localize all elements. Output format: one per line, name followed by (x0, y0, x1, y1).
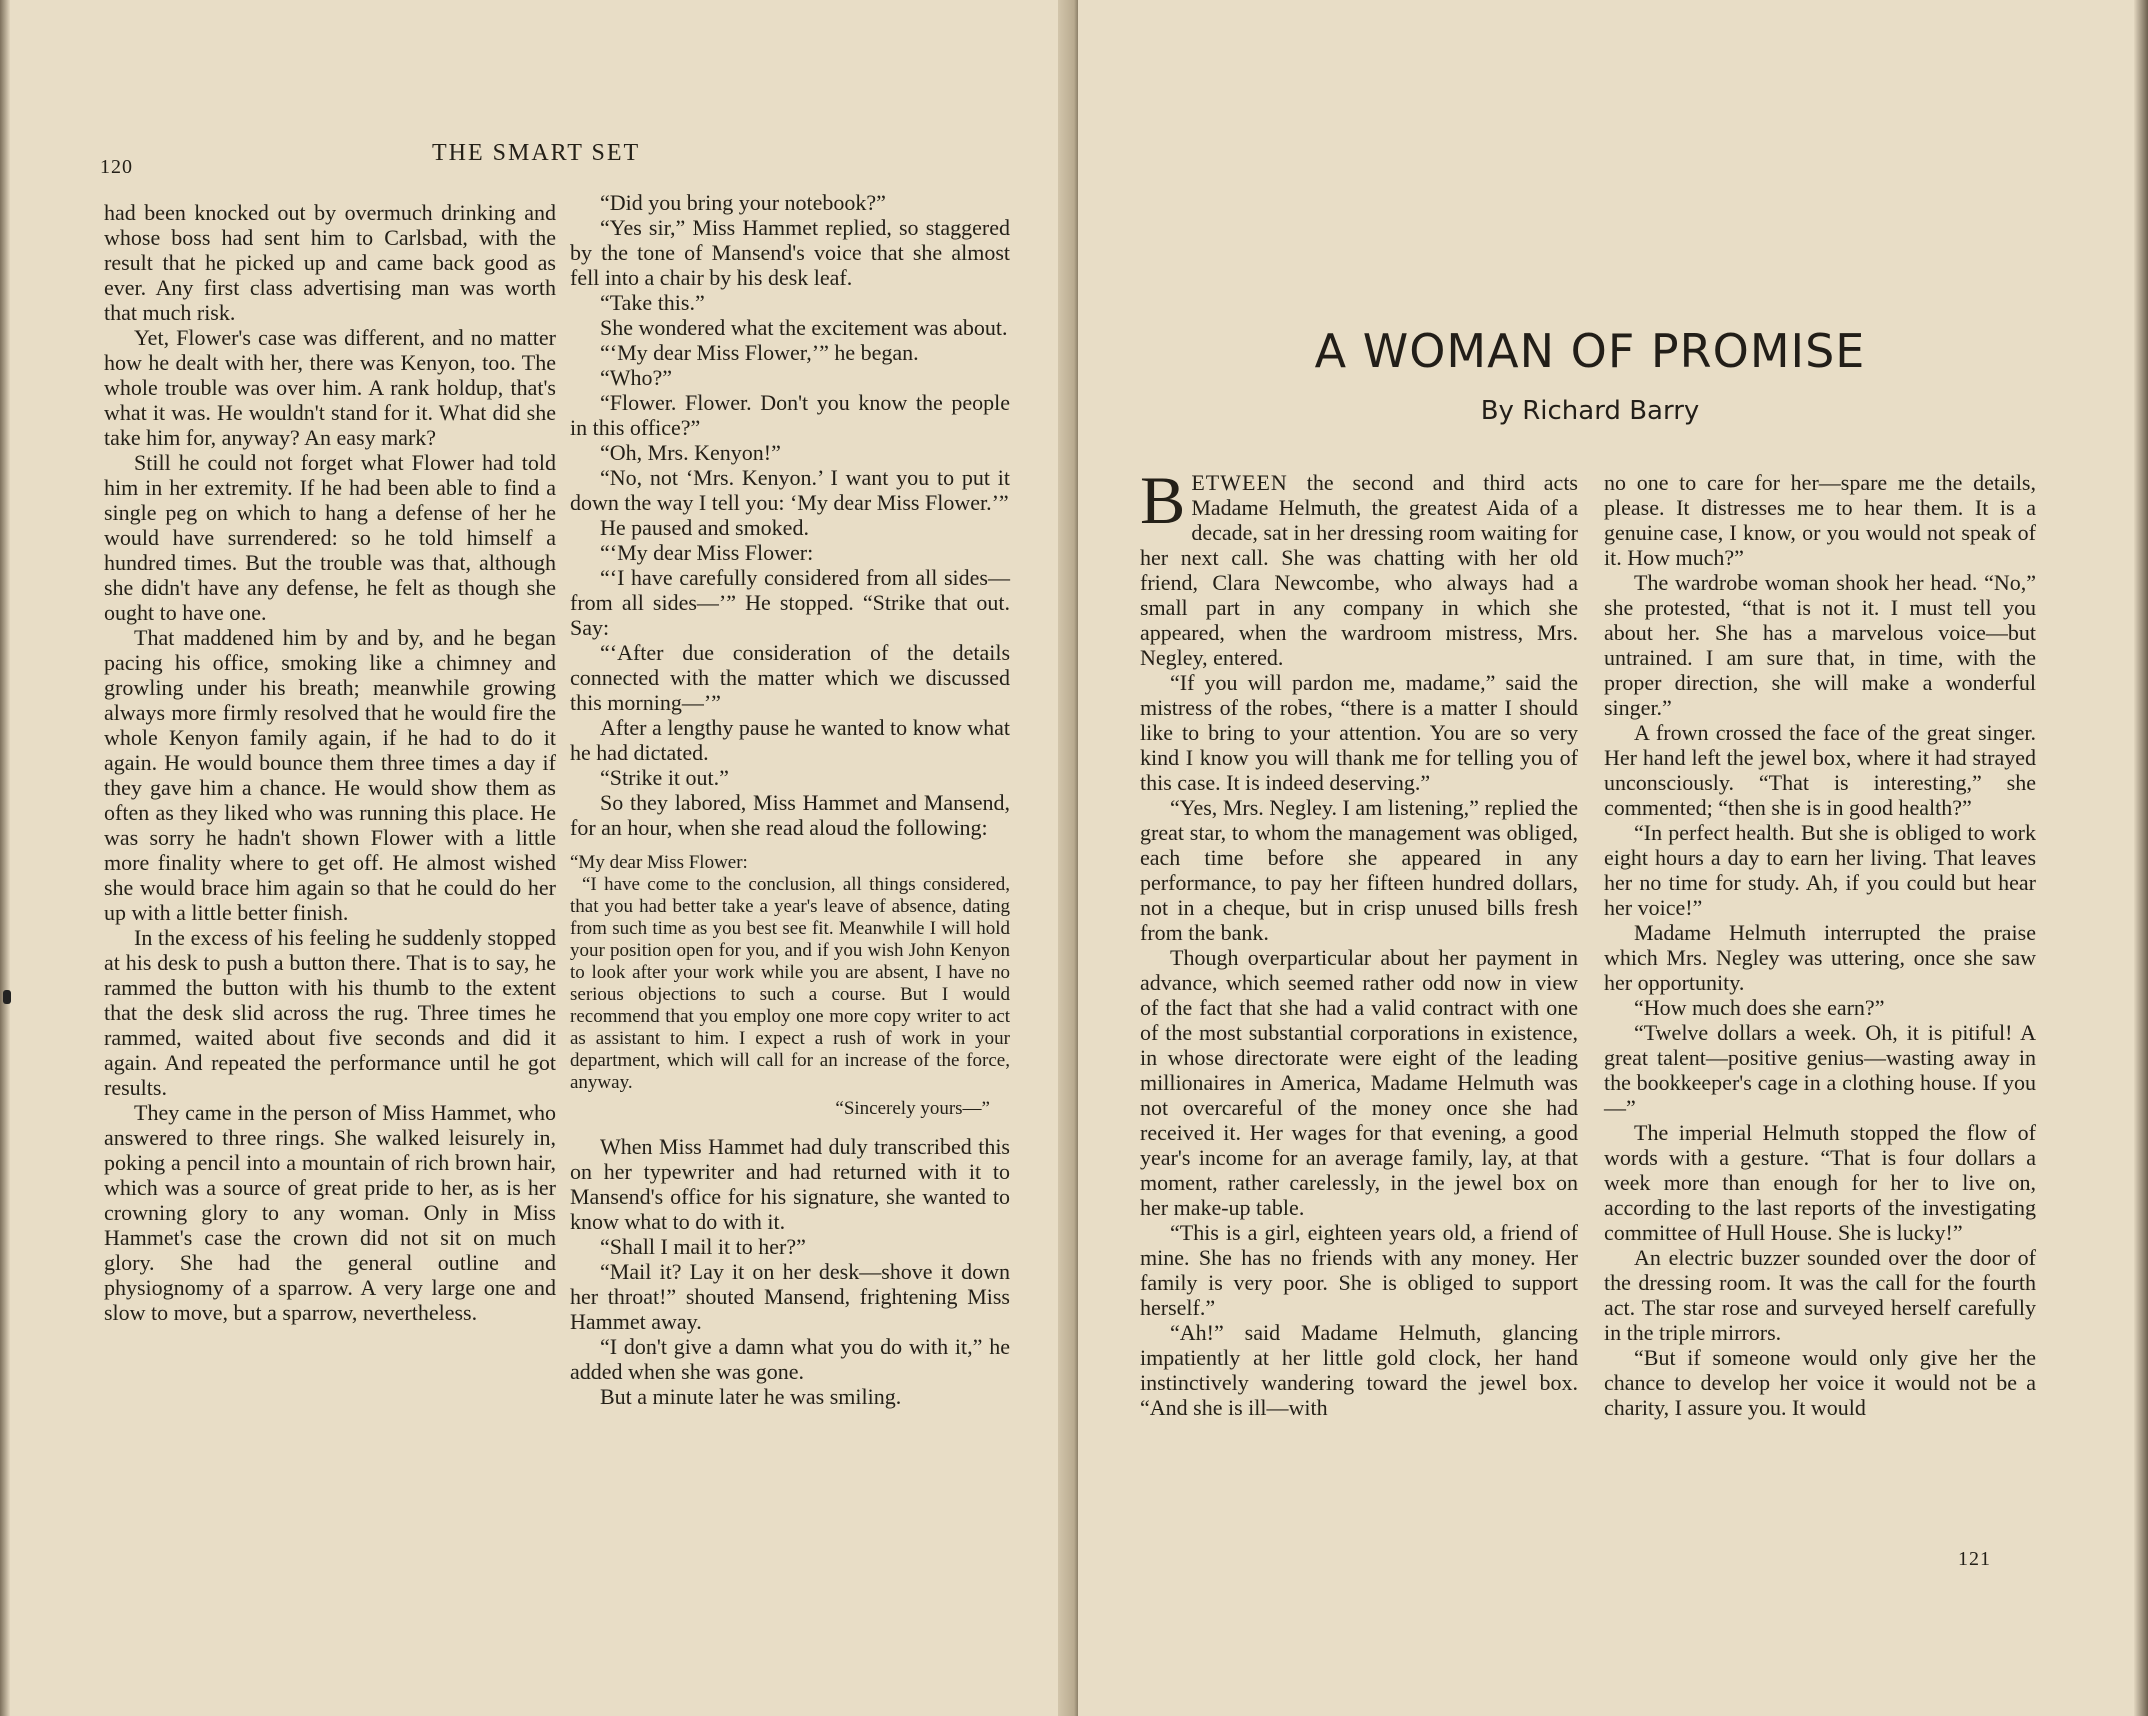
paragraph: “If you will pardon me, madame,” said the mistress of the robes, “there is a matter I should like to bring to your attention. You are so very kind I know you will thank me for telling you of this case. It is indeed deserving.” (1140, 670, 1578, 795)
paragraph: A frown crossed the face of the great singer. Her hand left the jewel box, where it had strayed unconsciously. “That is interesting,” she commented; “then she is in good health?” (1604, 720, 2036, 820)
right-page-number: 121 (1958, 1548, 1991, 1570)
paragraph: But a minute later he was smiling. (600, 1384, 902, 1409)
article-byline: By Richard Barry (1480, 396, 1700, 426)
paragraph: “Oh, Mrs. Kenyon!” (600, 440, 781, 465)
paragraph: “No, not ‘Mrs. Kenyon.’ I want you to put it down the way I tell you: ‘My dear Miss Flower.’” (570, 465, 1010, 515)
paragraph: He paused and smoked. (600, 515, 809, 540)
paragraph: “‘After due consideration of the details connected with the matter which we discussed this morning—’” (570, 640, 1010, 715)
paragraph: “Mail it? Lay it on her desk—shove it down her throat!” shouted Mansend, frightening Miss Hammet away. (570, 1259, 1010, 1334)
paragraph: Still he could not forget what Flower had told him in her extremity. If he had been able to find a single peg on which to hang a defense of her he would have surrendered: so he told himself a hundred times. But the trouble was that, although she didn't have any defense, he felt as though she ought to have one. (104, 450, 556, 625)
right-column-1 (1140, 462, 1578, 1420)
paragraph: “Take this.” (600, 290, 705, 315)
opening-text: the second and third acts Madame Helmuth, the greatest Aida of a decade, sat in her dressing room waiting for her next call. She was chatting with her old friend, Clara Newcombe, who always had a small part in any company in which she appeared, when the wardroom mistress, Mrs. Negley, entered. (1140, 470, 1578, 670)
paragraph: “Yes, Mrs. Negley. I am listening,” replied the great star, to whom the management was obliged, each time before she appeared in any performance, to pay her fifteen hundred dollars, not in a cheque, but in crisp unused bills fresh from the bank. (1140, 795, 1578, 945)
paragraph: “‘My dear Miss Flower: (600, 540, 814, 565)
letter-closing: “Sincerely yours—” (835, 1098, 990, 1119)
paragraph: The imperial Helmuth stopped the flow of words with a gesture. “That is four dollars a week more than enough for her to live on, according to the last reports of the investigating committee of Hull House. She is lucky!” (1604, 1120, 2036, 1245)
paragraph: “Who?” (600, 365, 673, 390)
paragraph: “Yes sir,” Miss Hammet replied, so staggered by the tone of Mansend's voice that she almost fell into a chair by his desk leaf. (570, 215, 1010, 290)
left-page-edge (0, 0, 10, 1716)
paragraph: They came in the person of Miss Hammet, who answered to three rings. She walked leisurely in, poking a pencil into a mountain of rich brown hair, which was a source of great pride to her, as is her crowning glory to any woman. Only in Miss Hammet's case the crown did not sit on much glory. She had the general outline and physiognomy of a sparrow. A very large one and slow to move, but a sparrow, nevertheless. (104, 1100, 556, 1325)
paragraph: no one to care for her—spare me the details, please. It distresses me to hear them. It is a genuine case, I know, or you would not speak of it. How much?” (1604, 470, 2036, 570)
left-column-1 (104, 200, 556, 1325)
paragraph: “Strike it out.” (600, 765, 729, 790)
paragraph: Madame Helmuth interrupted the praise which Mrs. Negley was uttering, once she saw her opportunity. (1604, 920, 2036, 995)
paragraph: Though overparticular about her payment in advance, which seemed rather odd now in view of the fact that she had a valid contract with one of the most substantial corporations in existence, in whose directorate were eight of the leading millionaires in America, Madame Helmuth was not overcareful of the money once she had received it. Her wages for that evening, a good year's income for an average family, lay, at that moment, rather carelessly, in the jewel box on her make-up table. (1140, 945, 1578, 1220)
paragraph: “Shall I mail it to her?” (600, 1234, 806, 1259)
paragraph: “Ah!” said Madame Helmuth, glancing impatiently at her little gold clock, her hand instinctively wandering toward the jewel box. “And she is ill—with (1140, 1320, 1578, 1420)
article-title: A WOMAN OF PROMISE (1314, 324, 1866, 378)
paragraph: In the excess of his feeling he suddenly stopped at his desk to push a button there. That is to say, he rammed the button with his thumb to the extent that the desk slid across the rug. Three times he rammed, waited about five seconds and did it again. And repeated the performance until he got results. (104, 925, 556, 1100)
paragraph: had been knocked out by overmuch drinking and whose boss had sent him to Carlsbad, with the result that he picked up and came back good as ever. Any first class advertising man was worth that much risk. (104, 200, 556, 325)
paragraph: “Twelve dollars a week. Oh, it is pitiful! A great talent—positive genius—wasting away in the bookkeeper's cage in a clothing house. If you—” (1604, 1020, 2036, 1120)
paragraph: “This is a girl, eighteen years old, a friend of mine. She has no friends with any money. Her family is very poor. She is obliged to support herself.” (1140, 1220, 1578, 1320)
lead-words: ETWEEN (1191, 470, 1288, 495)
left-page-number: 120 (100, 156, 133, 178)
letter-salutation: “My dear Miss Flower: (570, 852, 748, 873)
paragraph: “Did you bring your notebook?” (600, 190, 886, 215)
paragraph: “In perfect health. But she is obliged to work eight hours a day to earn her living. That leaves her no time for study. Ah, if you could but hear her voice!” (1604, 820, 2036, 920)
running-head: THE SMART SET (432, 140, 641, 166)
letter-body: “I have come to the conclusion, all things considered, that you had better take a year's leave of absence, dating from such time as you best see fit. Meanwhile I will hold your position open for you, and if you wish John Kenyon to look after your work while you are absent, I have no serious objections to such a course. But I would recommend that you employ one more copy writer to act as assistant to him. I expect a rush of work in your department, which will call for an increase of the force, anyway. (570, 874, 1010, 1093)
right-page-edge (2134, 0, 2148, 1716)
paragraph: “But if someone would only give her the chance to develop her voice it would not be a charity, I assure you. It would (1604, 1345, 2036, 1420)
paragraph: So they labored, Miss Hammet and Mansend, for an hour, when she read aloud the following: (570, 790, 1010, 840)
paragraph: “‘I have carefully considered from all sides—from all sides—’” He stopped. “Strike that out. Say: (570, 565, 1010, 640)
paragraph: She wondered what the excitement was about. (600, 315, 1008, 340)
drop-cap: B (1140, 462, 1186, 538)
paragraph: Yet, Flower's case was different, and no matter how he dealt with her, there was Kenyon, too. The whole trouble was over him. A rank holdup, that's what it was. He wouldn't stand for it. What did she take him for, anyway? An easy mark? (104, 325, 556, 450)
paragraph: “I don't give a damn what you do with it,” he added when she was gone. (570, 1334, 1010, 1384)
margin-mark (3, 990, 11, 1004)
paragraph: “Flower. Flower. Don't you know the people in this office?” (570, 390, 1010, 440)
opening-paragraph (1140, 462, 1578, 670)
left-page (0, 0, 1072, 1716)
paragraph: The wardrobe woman shook her head. “No,” she protested, “that is not it. I must tell you about her. She has a marvelous voice—but untrained. I am sure that, in time, with the proper direction, she will make a wonderful singer.” (1604, 570, 2036, 720)
paragraph: “‘My dear Miss Flower,’” he began. (600, 340, 919, 365)
paragraph: An electric buzzer sounded over the door of the dressing room. It was the call for the fourth act. The star rose and surveyed herself carefully in the triple mirrors. (1604, 1245, 2036, 1345)
paragraph: “How much does she earn?” (1634, 995, 1885, 1020)
paragraph: That maddened him by and by, and he began pacing his office, smoking like a chimney and growling under his breath; meanwhile growing always more firmly resolved that he would fire the whole Kenyon family again, if he had to do it again. He would bounce them three times a day if they gave him a chance. He would show them as often as they liked who was running this place. He was sorry he hadn't shown Flower with a little more finality where to get off. He almost wished she would brace him again so that he could do her up with a little better finish. (104, 625, 556, 925)
right-column-2 (1604, 470, 2036, 1420)
dictated-letter (570, 852, 1010, 1120)
left-column-2 (570, 190, 1010, 1409)
paragraph: When Miss Hammet had duly transcribed this on her typewriter and had returned with it to Mansend's office for his signature, she wanted to know what to do with it. (570, 1134, 1010, 1234)
paragraph: After a lengthy pause he wanted to know what he had dictated. (570, 715, 1010, 765)
